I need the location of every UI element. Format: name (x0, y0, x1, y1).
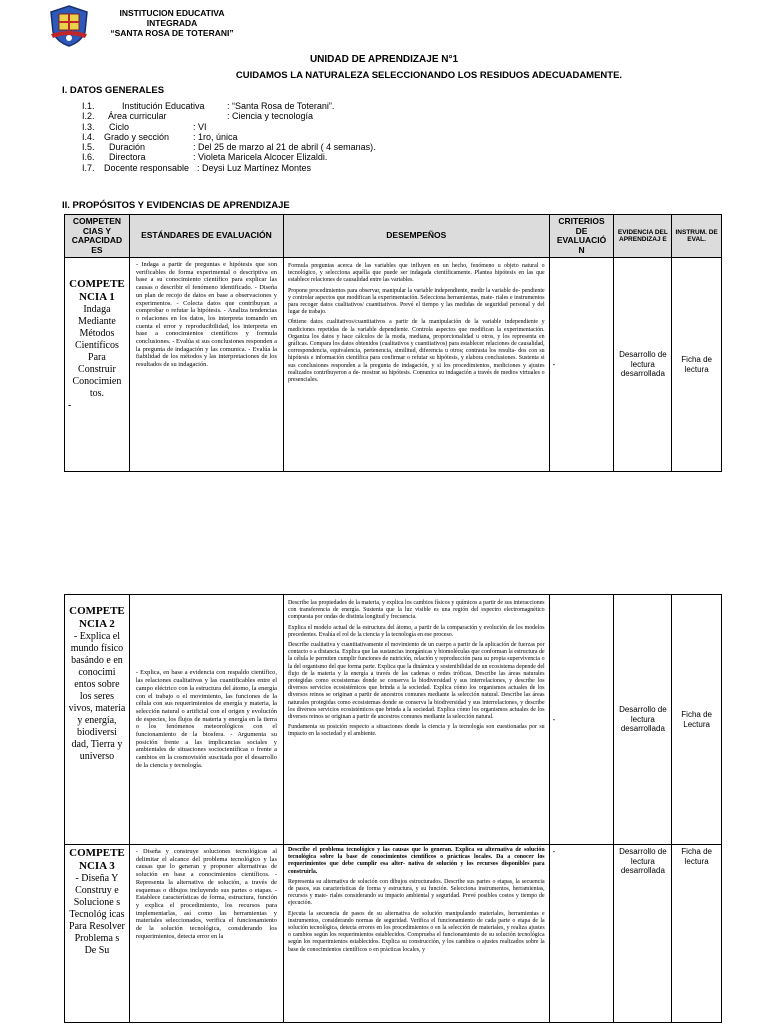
section-general-heading: I. DATOS GENERALES (62, 85, 165, 96)
row-number: I.4. (82, 131, 95, 142)
competence-cell (65, 258, 130, 472)
row-value: : Ciencia y tecnología (227, 111, 314, 122)
row-number: I.5. (82, 142, 95, 153)
row-number: I.6. (82, 152, 95, 163)
table-row (65, 595, 722, 845)
header-criterios: CRITERIOS DE EVALUACIÓ N (549, 215, 614, 258)
standards-cell: - Indaga a partir de preguntas e hipótesis que son verificables de forma experimental o descriptiva en base a su conocimiento científico para explicar las causas o describir el fenómeno identificado. - Diseña un plan de recojo de datos en base a observaciones y experimentos. - Colecta datos que contribuyan a comprobar o refutar la hipótesis. - Analiza tendencias o relaciones en los datos, los interpreta tomando en cuenta el error y reproducibilidad, los interpreta en base a conocimientos científicos y formula conclusiones. - Evalúa si sus conclusiones responden a la pregunta de indagación y las comunica. - Evalúa la fiabilidad de los métodos y las interpretaciones de los resultados de su indagación. (129, 258, 283, 472)
header-evidencia: EVIDENCIA DEL APRENDIZAJ E (614, 215, 672, 258)
row-label: Duración (109, 142, 146, 153)
header-desempenos: DESEMPEÑOS (283, 215, 549, 258)
performance-paragraph: Propone procedimientos para observar, manipular la variable independiente, medir la variable de- pendiente y controlar aspectos que modifican la experimentación. Selecciona herramientas, mate- riales e instrumentos para recoger datos cualitativos/ cuantitativos. Prevé el tiempo y las medidas de seguridad personal y del lugar de trabajo. (287, 287, 545, 316)
unit-subtitle: CUIDAMOS LA NATURALEZA SELECCIONANDO LOS RESIDUOS ADECUADAMENTE. (235, 70, 623, 81)
competence-description: Indaga Mediante Métodos Científicos Para Construir Conocimien tos. (72, 304, 122, 399)
school-name (97, 8, 247, 38)
performance-paragraph: Representa su alternativa de solución con dibujos estructurados. Describe sus partes o etapas, la secuencia de pasos, sus características de forma y estructura, y su función. Selecciona instrumentos, herramientas, recursos y mate- riales considerando su impacto ambiental y seguridad. Prevé posibles costos y tiempo de ejecución. (287, 878, 545, 907)
row-value: : Deysi Luz Martínez Montes (197, 162, 312, 173)
instrument-cell: Ficha de Lectura (672, 595, 722, 845)
header-instrumento: INSTRUM. DE EVAL. (672, 215, 722, 258)
school-name-line2: INTEGRADA (146, 18, 198, 28)
competence-title: COMPETE NCIA 2 (69, 605, 125, 630)
performance-paragraph: Describe el problema tecnológico y las causas que lo generan. Explica su alternativa de solución tecnológica sobre la base de conocimientos científicos o prácticas locales. Da a conocer los requerimientos que debe cumplir esa alter- nativa de solución y los recursos disponibles para construirla. (287, 847, 545, 875)
performance-paragraph: Describe cualitativa y cuantitativamente el movimiento de un cuerpo a partir de la aplicación de fuerzas por contacto o a distancia. Explica que las sustancias inorgánicas y biomoléculas que conforman la estructura de la célula le permiten cumplir funciones de nutrición, relación y reproducción para su propia supervivencia o la del organismo del que forma parte. Explica que la dinámica y sostenibilidad de un ecosistema depende del flujo de la materia y la energía a través de las cadenas o redes tróficas. Describe las áreas naturales protegidas como ecosistemas donde se conserva la biodiversidad y sus interrelaciones, y describe los diversos servicios ecosistémicos que brinda a la sociedad. Explica cómo los organismos actuales de los diversos reinos se originan a partir de ancestros comunes mediante la selección natural. Describe las áreas naturales protegidas como ecosistemas donde se conserva la biodiversidad y sus interrelaciones, y describe los diversos servicios ecosistémicos que brinda a la sociedad. Explica cómo los organismos actuales de los diversos reinos se originan a partir de ancestros comunes mediante la selección natural. (287, 642, 545, 721)
criteria-cell: - (549, 845, 614, 1023)
competence-cell (65, 845, 130, 1023)
row-value: : Violeta Maricela Alcocer Elizaldi. (193, 152, 328, 163)
row-label: Ciclo (109, 121, 130, 132)
standards-cell: - Diseña y construye soluciones tecnológicas al delimitar el alcance del problema tecnológico y las causas que lo generan y proponer alternativas de solución en base a conocimientos científicos. - Representa la alternativa de solución, a través de esquemas o dibujos incluyendo sus partes o etapas. - Establece características de forma, estructura, función y explica el procedimiento, los recursos para implementarlas, así como las herramientas y materiales seleccionados, verifica el funcionamiento de la solución tecnológica, considerando los requerimientos, detecta error en la (129, 845, 283, 1023)
performances-cell (283, 845, 549, 1023)
evidence-cell: Desarrollo de lectura desarrollada (614, 595, 672, 845)
row-number: I.2. (82, 111, 95, 122)
competence-title: COMPETE NCIA 1 (69, 278, 125, 303)
criteria-cell: - (549, 258, 614, 472)
row-number: I.7. (82, 162, 95, 173)
performance-paragraph: Fundamenta su posición respecto a situaciones donde la ciencia y la tecnología son cuestionadas por su impacto en la sociedad y el ambiente. (287, 724, 545, 738)
table-row (65, 845, 722, 1023)
table-header-row (65, 215, 722, 258)
competence-dash: - (68, 400, 72, 411)
competence-cell (65, 595, 130, 845)
school-name-line1: INSTITUCION EDUCATIVA (119, 8, 225, 18)
evidence-cell: Desarrollo de lectura desarrollada (614, 258, 672, 472)
performance-paragraph: Formula preguntas acerca de las variables que influyen en un hecho, fenómeno u objeto natural o tecnológico, y selecciona aquélla que puede ser indagada científicamente. Plantea hipótesis en las que establece relaciones de causalidad entre las variables. (287, 263, 545, 284)
row-label: Docente responsable (104, 162, 190, 173)
evidence-cell: Desarrollo de lectura desarrollada (614, 845, 672, 1023)
performance-paragraph: Obtiene datos cualitativos/cuantitativos a partir de la manipulación de la variable independiente y mediciones repetidas de la variable dependiente. Controla aspectos que modifican la experimentación. Organiza los datos y hace cálculos de la moda, mediana, proporcionalidad u otros, y los representa en gráficas. Compara los datos obtenidos (cualitativos y cuantitativos) para establecer relaciones de causalidad, correspondencia, equivalencia, pertenencia, similitud, diferencia u otros; contrasta los resulta- dos con su hipótesis e información científica para confirmar o refutar su hipótesis, y elabora conclusiones. Sustenta si sus conclusiones responden a la pregunta de indagación, y si los procedimientos, mediciones y ajustes realizados contribuyeron a de- mostrar su hipótesis. Comunica su indagación a través de medios virtuales o presenciales. (287, 319, 545, 384)
header-estandares: ESTÁNDARES DE EVALUACIÓN (129, 215, 283, 258)
row-value: : VI (193, 121, 207, 132)
row-value: : “Santa Rosa de Toterani”. (227, 101, 335, 111)
row-value: : Del 25 de marzo al 21 de abril ( 4 semanas). (193, 142, 376, 153)
row-value: : 1ro, única (193, 131, 238, 142)
instrument-cell: Ficha de lectura (672, 258, 722, 472)
row-number: I.1. (82, 101, 95, 111)
performance-paragraph: Explica el modelo actual de la estructura del átomo, a partir de la comparación y evolución de los modelos precedentes. Evalúa el rol de la ciencia y la tecnología en ese proceso. (287, 624, 545, 638)
performance-paragraph: Ejecuta la secuencia de pasos de su alternativa de solución manipulando materiales, herramientas e instrumentos, considerando normas de seguridad. Verifica el funcionamiento de cada parte o etapa de la solución tecnológica, detecta errores en los procedimientos o en la selección de materiales, y realiza ajustes o cambios según los requerimientos establecidos. Comprueba el funcionamiento de su solución tecnológica según los requerimientos establecidos. Explica su construcción, y los cambios o ajustes realizados sobre la base de conocimientos científicos o en prácticas locales, y (287, 910, 545, 953)
row-label: Directora (109, 152, 146, 163)
school-crest-icon (47, 4, 91, 48)
school-name-line3: “SANTA ROSA DE TOTERANI” (110, 28, 234, 38)
row-label: Institución Educativa (122, 101, 205, 111)
competence-title: COMPETE NCIA 3 (69, 847, 125, 872)
purposes-table-page1 (64, 214, 722, 472)
performance-paragraph: Describe las propiedades de la materia, y explica los cambios físicos y químicos a partir de sus interacciones con transferencia de energía. Sustenta que la luz visible es una región del espectro electromagnético compuesta por ondas de distinta longitud y frecuencia. (287, 600, 545, 621)
competence-description: - Diseña Y Construy e Solucione s Tecnológ icas Para Resolver Problema s De Su (69, 873, 125, 956)
performances-cell (283, 595, 549, 845)
purposes-table-page2 (64, 594, 722, 1023)
competence-description: - Explica el mundo físico basándo e en conocimi entos sobre los seres vivos, materia y energía, biodiversi dad, Tierra y universo (68, 631, 126, 762)
criteria-cell: - (549, 595, 614, 845)
instrument-cell: Ficha de lectura (672, 845, 722, 1023)
row-label: Área curricular (108, 111, 167, 122)
performances-cell (283, 258, 549, 472)
standards-cell: - Explica, en base a evidencia con respaldo científico, las relaciones cualitativas y las cuantificables entre el campo eléctrico con la estructura del átomo, la energía con el trabajo o el movimiento, las funciones de la célula con sus requerimientos de energía y materia, la selección natural o artificial con el origen y evolución de especies, los flujos de materia y energía en la tierra o los fenómenos meteorológicos con el funcionamiento de la biosfera. - Argumenta su posición frente a las implicancias sociales y ambientales de situaciones sociocientíficas o frente a cambios en la cosmovisión suscitada por el desarrollo de la ciencia y tecnología. (129, 595, 283, 845)
table-row (65, 258, 722, 472)
section-purposes-heading: II. PROPÓSITOS Y EVIDENCIAS DE APRENDIZAJE (62, 200, 290, 211)
header-competencias: COMPETEN CIAS Y CAPACIDAD ES (65, 215, 130, 258)
row-label: Grado y sección (104, 131, 170, 142)
row-number: I.3. (82, 121, 95, 132)
unit-title: UNIDAD DE APRENDIZAJE N°1 (309, 54, 459, 65)
